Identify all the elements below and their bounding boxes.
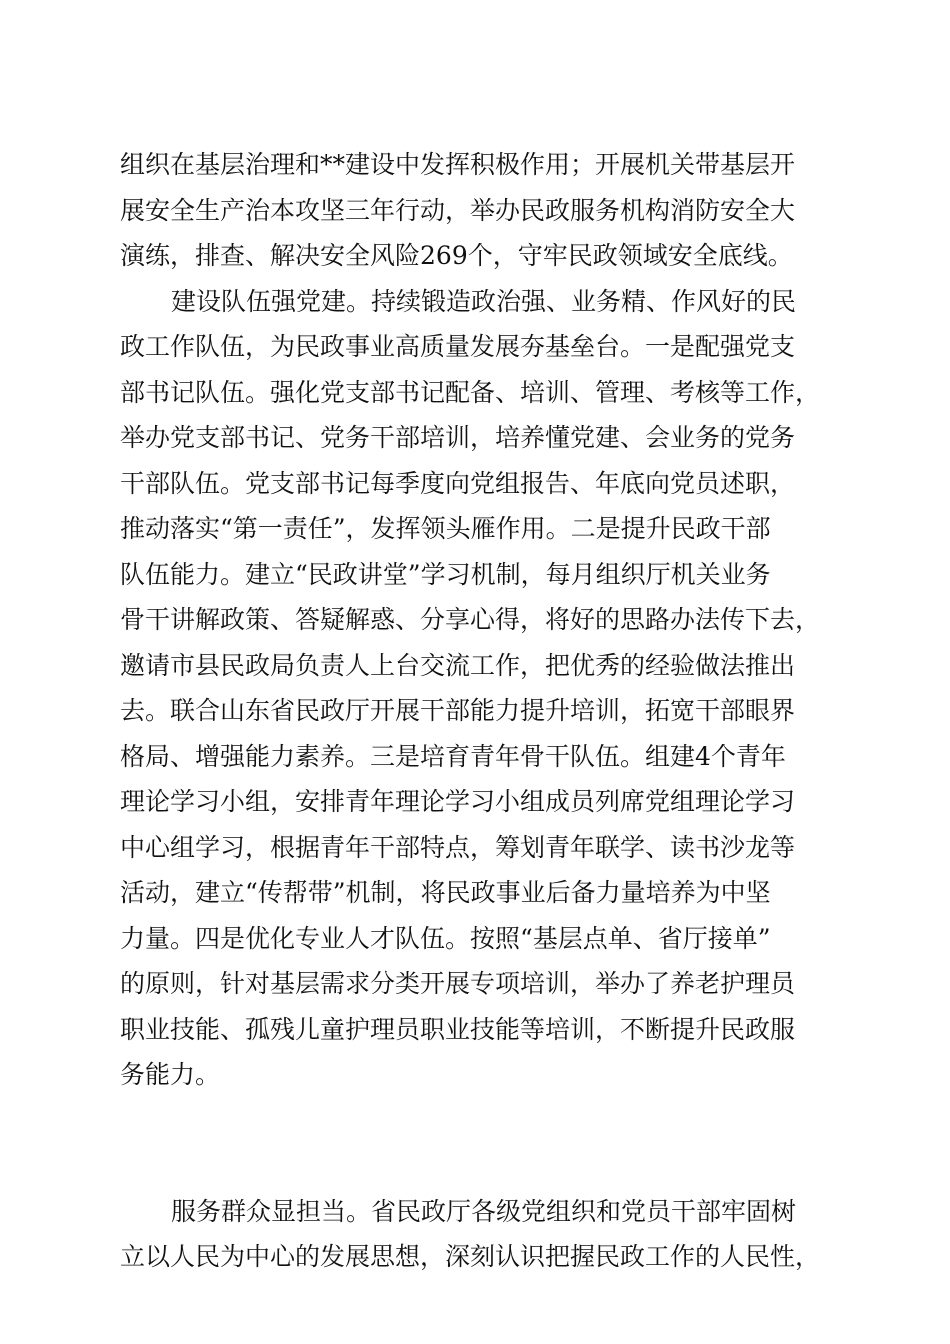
- text-line: 政工作队伍，为民政事业高质量发展夯基垒台。一是配强党支: [120, 332, 796, 361]
- paragraph-serving-public: [120, 1189, 820, 1280]
- text-line: 服务群众显担当。省民政厅各级党组织和党员干部牢固树: [171, 1196, 797, 1226]
- text-line: 展安全生产治本攻坚三年行动，举办民政服务机构消防安全大: [120, 195, 796, 225]
- text-line: 组织在基层治理和**建设中发挥积极作用；开展机关带基层开: [120, 150, 796, 179]
- text-line: [120, 1098, 820, 1144]
- paragraph-team-building: [120, 279, 820, 1189]
- text-line: 活动，建立“传帮带”机制，将民政事业后备力量培养为中坚: [120, 878, 771, 907]
- text-line: [120, 1143, 820, 1189]
- text-line: 队伍能力。建立“民政讲堂”学习机制，每月组织厅机关业务: [120, 559, 771, 589]
- text-line: 举办党支部书记、党务干部培训，培养懂党建、会业务的党务: [120, 423, 796, 452]
- text-line: 部书记队伍。强化党支部书记配备、培训、管理、考核等工作，: [120, 377, 821, 407]
- text-line: 邀请市县民政局负责人上台交流工作，把优秀的经验做法推出: [120, 650, 796, 680]
- text-line: 骨干讲解政策、答疑解惑、分享心得，将好的思路办法传下去，: [120, 605, 821, 634]
- text-line: 职业技能、孤残儿童护理员职业技能等培训，不断提升民政服: [120, 1014, 796, 1044]
- paragraph-continuation: [120, 142, 820, 279]
- text-line: 格局、增强能力素养。三是培育青年骨干队伍。组建4个青年: [120, 741, 786, 771]
- text-line: 干部队伍。党支部书记每季度向党组报告、年底向党员述职，: [120, 468, 796, 498]
- text-line: 演练，排查、解决安全风险269个，守牢民政领域安全底线。: [120, 241, 793, 270]
- text-line: 建设队伍强党建。持续锻造政治强、业务精、作风好的民: [171, 286, 797, 316]
- text-line: 的原则，针对基层需求分类开展专项培训，举办了养老护理员: [120, 969, 796, 998]
- text-line: 务能力。: [120, 1060, 221, 1089]
- text-line: 去。联合山东省民政厅开展干部能力提升培训，拓宽干部眼界: [120, 696, 796, 725]
- text-line: 理论学习小组，安排青年理论学习小组成员列席党组理论学习: [120, 787, 796, 816]
- text-line: 中心组学习，根据青年干部特点，筹划青年联学、读书沙龙等: [120, 832, 796, 862]
- document-body: [120, 142, 820, 1280]
- text-line: 立以人民为中心的发展思想，深刻认识把握民政工作的人民性，: [120, 1242, 821, 1271]
- text-line: 推动落实“第一责任”，发挥领头雁作用。二是提升民政干部: [120, 514, 771, 543]
- text-line: 力量。四是优化专业人才队伍。按照“基层点单、省厅接单”: [120, 923, 771, 953]
